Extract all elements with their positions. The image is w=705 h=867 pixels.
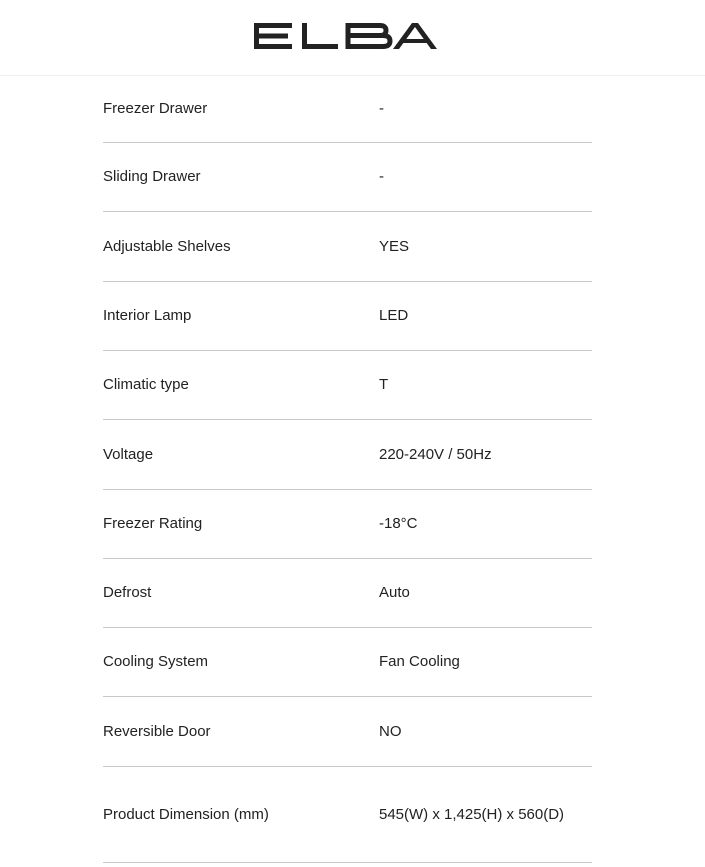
spec-row-product-dimension	[103, 767, 592, 863]
spec-label: Climatic type	[103, 376, 189, 393]
elba-logo[interactable]	[252, 17, 440, 55]
spec-row-sliding-drawer	[103, 143, 592, 212]
spec-row-interior-lamp	[103, 282, 592, 351]
spec-row-climatic-type	[103, 351, 592, 420]
spec-row-freezer-drawer	[103, 76, 592, 143]
spec-value: Auto	[379, 584, 410, 601]
spec-value: -	[379, 100, 384, 117]
spec-label: Freezer Drawer	[103, 100, 208, 117]
spec-value: 220-240V / 50Hz	[379, 445, 492, 463]
spec-label: Defrost	[103, 584, 152, 601]
spec-label: Sliding Drawer	[103, 168, 201, 185]
site-header	[0, 0, 705, 76]
spec-value: 545(W) x 1,425(H) x 560(D)	[379, 805, 565, 823]
spec-label: Reversible Door	[103, 722, 211, 740]
spec-label: Freezer Rating	[103, 515, 203, 532]
spec-row-adjustable-shelves	[103, 212, 592, 282]
spec-value: LED	[379, 307, 409, 324]
spec-value: YES	[379, 237, 410, 255]
spec-label: Product Dimension (mm)	[103, 805, 269, 823]
spec-row-cooling-system	[103, 628, 592, 697]
spec-row-reversible-door	[103, 697, 592, 767]
spec-row-freezer-rating	[103, 490, 592, 559]
spec-value: NO	[379, 722, 402, 740]
spec-label: Adjustable Shelves	[103, 237, 231, 255]
spec-label: Cooling System	[103, 653, 209, 670]
spec-label: Interior Lamp	[103, 307, 192, 324]
spec-row-voltage	[103, 420, 592, 490]
spec-table	[103, 76, 592, 863]
spec-label: Voltage	[103, 445, 154, 463]
spec-value: -18°C	[379, 515, 418, 532]
spec-value: -	[379, 168, 384, 185]
spec-value: T	[379, 376, 389, 393]
spec-row-defrost	[103, 559, 592, 628]
spec-value: Fan Cooling	[379, 653, 460, 670]
